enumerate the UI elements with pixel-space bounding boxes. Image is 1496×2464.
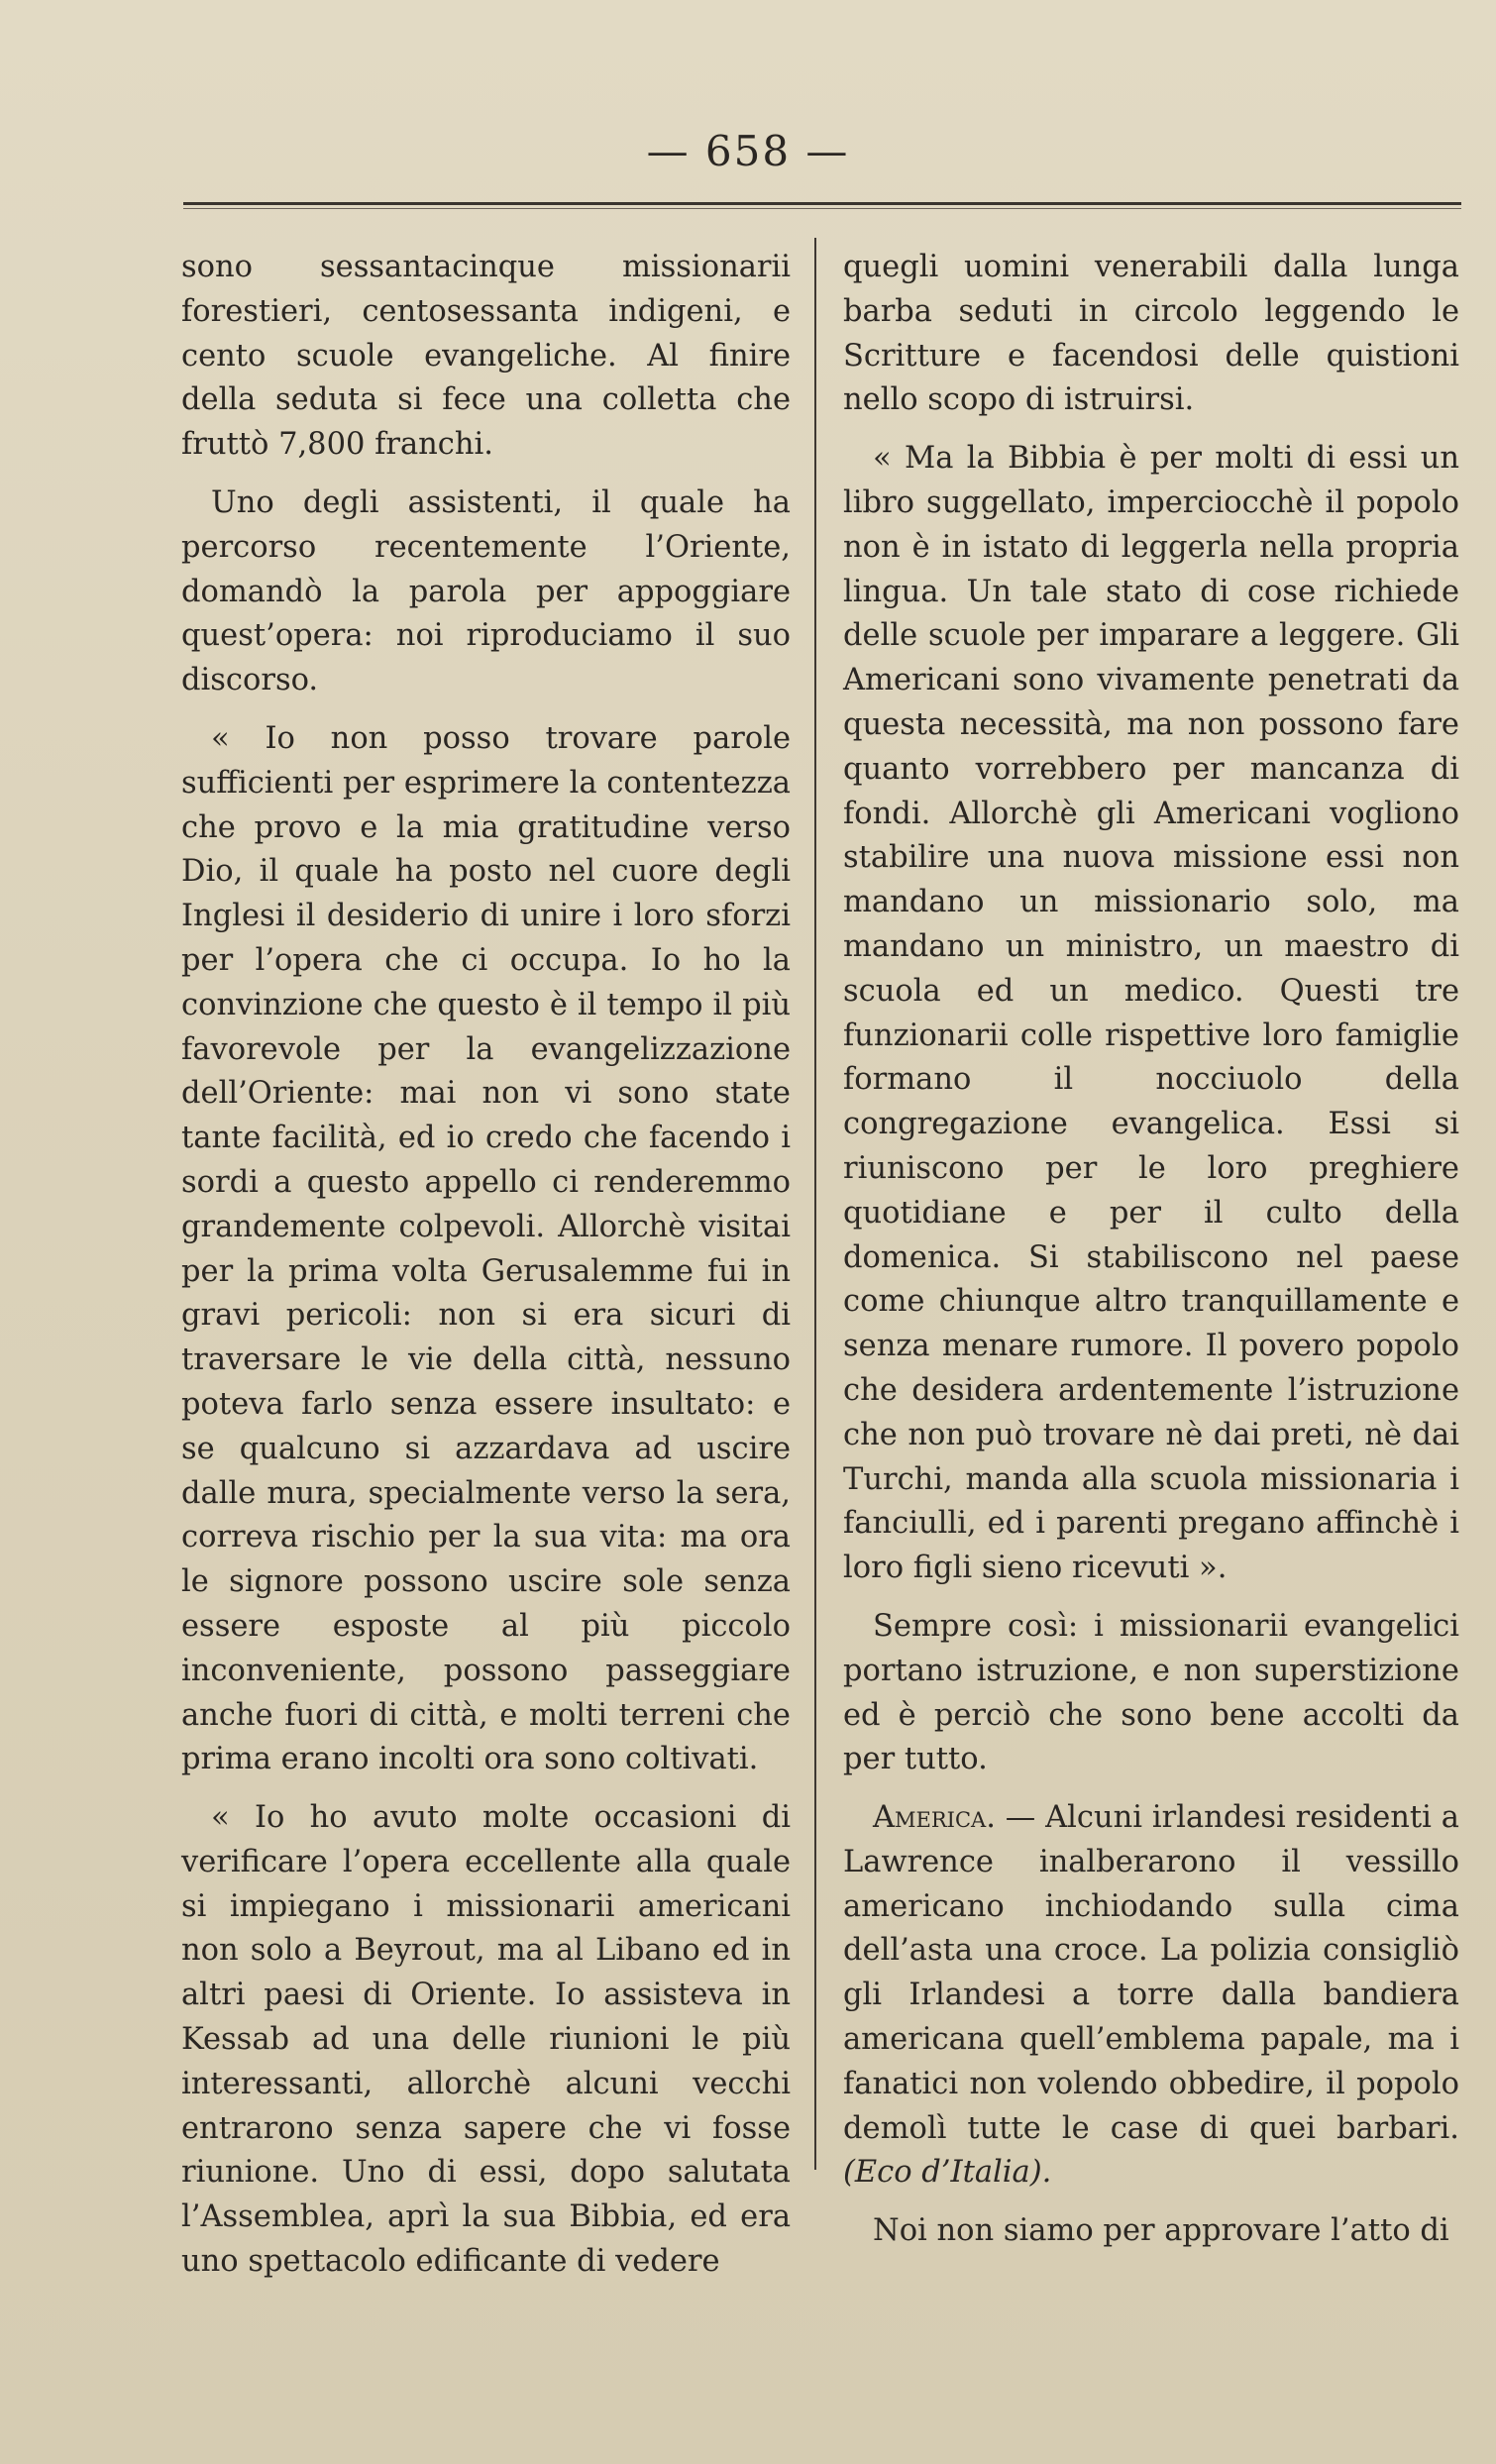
news-item-america: [843, 1796, 1459, 2196]
paragraph: « Io ho avuto molte occasioni di verificare l’opera eccellente alla quale si impiegano i missionarii americani non solo a Beyrout, ma al Libano ed in altri paesi di Oriente. Io assisteva in Kessab ad una delle riunioni le più interessanti, allorchè alcuni vecchi entrarono senza sapere che vi fosse riunione. Uno di essi, dopo salutata l’Assemblea, aprì la sua Bibbia, ed era uno spettacolo edificante di vedere: [181, 1800, 791, 2280]
column-divider: [814, 238, 816, 2170]
paragraph: Noi non siamo per approvare l’atto di: [873, 2213, 1449, 2249]
left-column: [181, 246, 791, 2299]
source-citation: (Eco d’Italia).: [843, 2155, 1052, 2191]
right-column: [843, 246, 1459, 2268]
paragraph: sono sessantacinque missionarii forestieri, centosessanta indigeni, e cento scuole evangeliche. Al finire della seduta si fece una colletta che fruttò 7,800 franchi.: [181, 250, 791, 463]
paragraph: « Ma la Bibbia è per molti di essi un libro suggellato, imperciocchè il popolo non è in istato di leggerla nella propria lingua. Un tale stato di cose richiede delle scuole per imparare a leggere. Gli Americani sono vivamente penetrati da questa necessità, ma non possono fare quanto vorrebbero per mancanza di fondi. Allorchè gli Americani vogliono stabilire una nuova missione essi non mandano un missionario solo, ma mandano un ministro, un maestro di scuola ed un medico. Questi tre funzionarii colle rispettive loro famiglie formano il nocciuolo della congregazione evangelica. Essi si riuniscono per le loro preghiere quotidiane e per il culto della domenica. Si stabiliscono nel paese come chiunque altro tranquillamente e senza menare rumore. Il povero popolo che desidera ardentemente l’istruzione che non può trovare nè dai preti, nè dai Turchi, manda alla scuola missionaria i fanciulli, ed i parenti pregano affinchè i loro figli sieno ricevuti ».: [843, 441, 1459, 1586]
paragraph-text: — Alcuni irlandesi residenti a Lawrence inalberarono il vessillo americano inchiodando sulla cima dell’asta una croce. La polizia consigliò gli Irlandesi a torre dalla bandiera americana quell’emblema papale, ma i fanatici non volendo obbedire, il popolo demolì tutte le case di quei barbari.: [843, 1800, 1459, 2146]
paragraph: Uno degli assistenti, il quale ha percorso recentemente l’Oriente, domandò la parola per appoggiare quest’opera: noi riproduciamo il suo discorso.: [181, 484, 791, 698]
paragraph: quegli uomini venerabili dalla lunga barba seduti in circolo leggendo le Scritture e facendosi delle quistioni nello scopo di istruirsi.: [843, 250, 1459, 418]
page-number: — 658 —: [646, 127, 850, 175]
section-label: America.: [873, 1800, 996, 1836]
paragraph: Sempre così: i missionarii evangelici portano istruzione, e non superstizione ed è perciò che sono bene accolti da per tutto.: [843, 1608, 1459, 1777]
paragraph: « Io non posso trovare parole sufficienti per esprimere la contentezza che provo e la mia gratitudine verso Dio, il quale ha posto nel cuore degli Inglesi il desiderio di unire i loro sforzi per l’opera che ci occupa. Io ho la convinzione che questo è il tempo il più favorevole per la evangelizzazione dell’Oriente: mai non vi sono state tante facilità, ed io credo che facendo i sordi a questo appello ci renderemmo grandemente colpevoli. Allorchè visitai per la prima volta Gerusalemme fui in gravi pericoli: non si era sicuri di traversare le vie della città, nessuno poteva farlo senza essere insultato: e se qualcuno si azzardava ad uscire dalle mura, specialmente verso la sera, correva rischio per la sua vita: ma ora le signore possono uscire sole senza essere esposte al più piccolo inconveniente, possono passeggiare anche fuori di città, e molti terreni che prima erano incolti ora sono coltivati.: [181, 720, 791, 1777]
header-rule: [183, 202, 1461, 209]
